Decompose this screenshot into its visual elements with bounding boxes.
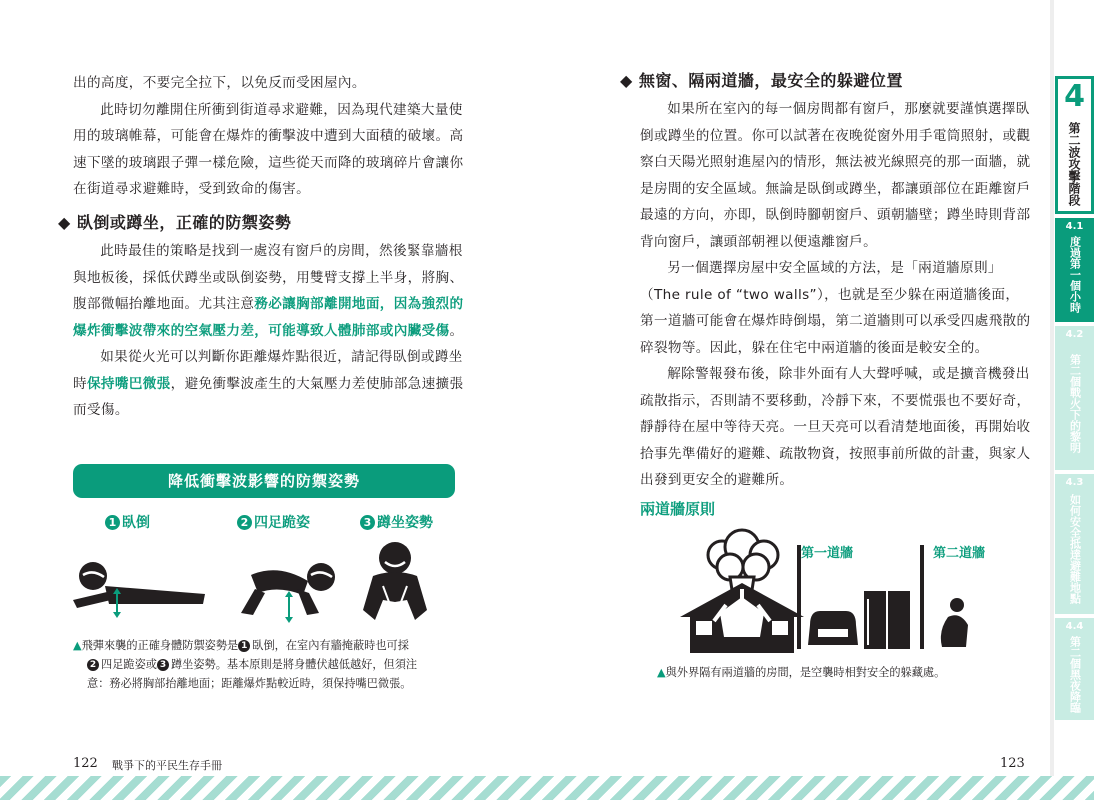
right-section-heading: ◆ 無窗、隔兩道牆，最安全的躲避位置 [620,71,903,90]
chapter-title: 第二波攻擊階段 [1067,122,1081,206]
chapter-tab[interactable] [1055,76,1094,214]
left-para-2: 此時切勿離開住所衝到街道尋求避難，因為現代建築大量使用的玻璃帷幕，可能會在爆炸的衝擊波中遭到大面積的破壞。高速下墜的玻璃跟子彈一樣危險，這些從天而降的玻璃碎片會讓你在街道尋求避難時，受到致命的傷害。 [73,101,464,197]
section-tab-4-1[interactable]: 4.1 度過第一個小時 [1055,218,1094,322]
section-tab-4-3[interactable]: 4.3 如何安全抵達避難地點 [1055,474,1094,614]
right-body-text [640,96,1032,494]
squat-pose-illustration [355,540,435,625]
book-title: 戰爭下的平民生存手冊 [112,759,222,772]
kneeling-pose-illustration [233,553,343,628]
right-para-2: 另一個選擇房屋中安全區域的方法，是「兩道牆原則」（The rule of “two walls”），也就是至少躲在兩道牆後面，第一道牆可能會在爆炸時倒塌，第二道牆則可以承受四處飛散的碎裂物等。因此，躲在住宅中兩道牆的後面是較安全的。 [640,260,1031,356]
triangle-icon: ▲ [657,666,666,679]
section-tab-4-4[interactable]: 4.4 第二個黑夜降臨 [1055,618,1094,720]
sidebar-shade [1050,0,1054,800]
prone-pose-illustration [65,548,215,623]
triangle-icon: ▲ [73,639,82,652]
pose-label-2: 2 四足跪姿 [237,512,310,532]
left-figure-caption: ▲飛彈來襲的正確身體防禦姿勢是 1 臥倒，在室內有牆掩蔽時也可採 2 四足跪姿或 3 蹲坐姿勢。基本原則是將身體伏越低越好，但須注 意：務必將胸部抬離地面；距離爆炸點較近時，須保持嘴巴微張。 [73,639,418,690]
left-body-text [73,70,465,203]
chapter-number: 4 [1064,79,1085,114]
figure-title: 兩道牆原則 [640,500,716,518]
left-para-1: 出的高度，不要完全拉下，以免反而受困屋內。 [73,75,366,91]
figure-title-box: 降低衝擊波影響的防禦姿勢 [73,464,455,498]
left-body-text-2 [73,238,465,424]
left-page-number: 122 [73,756,98,771]
pose-label-1: 1 臥倒 [105,512,150,532]
right-figure-caption: ▲與外界隔有兩道牆的房間，是空襲時相對安全的躲藏處。 [657,666,946,679]
right-para-3: 解除警報發布後，除非外面有人大聲呼喊，或是擴音機發出疏散指示，否則請不要移動，冷靜下來，不要慌張也不要好奇，靜靜待在屋中等待天亮。一旦天亮可以看清楚地面後，再開始收拾事先準備好的避難、疏散物資，按照事前所做的計畫，與家人出發到更安全的避難所。 [640,366,1031,488]
right-para-1: 如果所在室內的每一個房間都有窗戶，那麼就要謹慎選擇臥倒或蹲坐的位置。你可以試著在夜晚從窗外用手電筒照射，或觀察白天陽光照射進屋內的情形，無法被光線照亮的那一面牆，就是房間的安全區域。無論是臥倒或蹲坐，都讓頭部位在距離窗戶最遠的方向，亦即，臥倒時腳朝窗戶、頭朝牆壁；蹲坐時則背部背向窗戶，讓頭部朝裡以便遠離窗戶。 [640,101,1031,250]
bottom-stripe-band [0,776,1094,800]
first-wall-label: 第一道牆 [801,546,854,561]
right-page-number: 123 [1000,756,1025,771]
left-section-heading: ◆ 臥倒或蹲坐，正確的防禦姿勢 [58,213,292,232]
highlight-text: 保持嘴巴微張 [86,375,171,392]
left-para-4: 如果從火光可以判斷你距離爆炸點很近，請記得臥倒或蹲坐時保持嘴巴微張，避免衝擊波產生的大氣壓力差使肺部急速擴張而受傷。 [73,349,464,418]
pose-label-3: 3 蹲坐姿勢 [360,512,433,532]
highlight-text: 務必讓胸部離開地面，因為強烈的爆炸衝擊波帶來的空氣壓力差，可能導致人體肺部或內臟受傷 [73,296,464,339]
section-tab-4-2[interactable]: 4.2 第二個戰火下的黎明 [1055,326,1094,470]
second-wall-label: 第二道牆 [933,546,986,561]
left-para-3: 此時最佳的策略是找到一處沒有窗戶的房間，然後緊靠牆根與地板後，採低伏蹲坐或臥倒姿勢，用雙臂支撐上半身，將胸、腹部微幅抬離地面。尤其注意務必讓胸部離開地面，因為強烈的爆炸衝擊波帶來的空氣壓力差，可能導致人體肺部或內臟受傷。 [73,243,464,339]
